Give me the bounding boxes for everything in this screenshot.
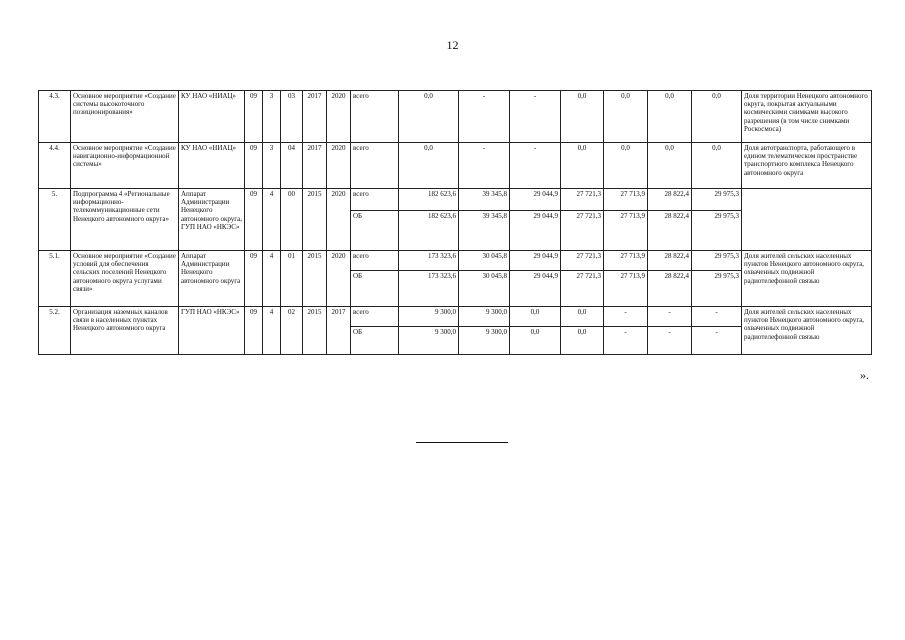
funding-source: всего [351, 143, 399, 189]
code-gp: 09 [245, 307, 263, 355]
year-end: 2020 [327, 143, 351, 189]
value-2015: 39 345,8 [459, 211, 510, 251]
value-2018: 27 713,9 [604, 189, 648, 211]
value-2015: 9 300,0 [459, 307, 510, 327]
year-end: 2020 [327, 251, 351, 307]
funding-source: всего [351, 189, 399, 211]
code-om: 03 [281, 91, 303, 143]
value-2018: 27 713,9 [604, 271, 648, 307]
event-name: Основное мероприятие «Создание условий для обеспечения сельских поселений Ненецкого автономного округа услугами связи» [71, 251, 179, 307]
value-2019: 28 822,4 [648, 251, 692, 271]
value-2016: - [510, 143, 561, 189]
code-pp: 3 [263, 91, 281, 143]
value-2016: 29 044,9 [510, 189, 561, 211]
value-2020: 29 975,3 [692, 271, 742, 307]
value-2017: 27 721,3 [561, 271, 604, 307]
value-2017: 0,0 [561, 307, 604, 327]
year-start: 2015 [303, 251, 327, 307]
value-2016: 29 044,9 [510, 251, 561, 271]
value-2016: 0,0 [510, 307, 561, 327]
value-total: 9 300,0 [399, 327, 459, 355]
value-2019: - [648, 307, 692, 327]
value-2015: - [459, 143, 510, 189]
value-2020: 0,0 [692, 143, 742, 189]
code-om: 04 [281, 143, 303, 189]
executor: Аппарат Администрации Ненецкого автономного округа [179, 251, 245, 307]
value-2015: 30 045,8 [459, 271, 510, 307]
row-number: 5. [39, 189, 71, 251]
value-total: 9 300,0 [399, 307, 459, 327]
value-2018: 27 713,9 [604, 211, 648, 251]
executor: КУ НАО «НИАЦ» [179, 91, 245, 143]
executor: ГУП НАО «НКЭС» [179, 307, 245, 355]
value-total: 182 623,6 [399, 211, 459, 251]
code-pp: 4 [263, 307, 281, 355]
value-2018: 0,0 [604, 143, 648, 189]
value-total: 173 323,6 [399, 251, 459, 271]
code-gp: 09 [245, 91, 263, 143]
value-2017: 0,0 [561, 327, 604, 355]
value-2015: - [459, 91, 510, 143]
value-2018: - [604, 327, 648, 355]
year-start: 2015 [303, 307, 327, 355]
value-2015: 30 045,8 [459, 251, 510, 271]
value-2017: 0,0 [561, 143, 604, 189]
funding-source: ОБ [351, 327, 399, 355]
year-start: 2017 [303, 143, 327, 189]
value-2015: 9 300,0 [459, 327, 510, 355]
table-row [39, 251, 872, 271]
value-2018: - [604, 307, 648, 327]
funding-source: всего [351, 307, 399, 327]
row-number: 5.1. [39, 251, 71, 307]
value-2016: 29 044,9 [510, 271, 561, 307]
value-2020: 29 975,3 [692, 211, 742, 251]
value-2017: 27 721,3 [561, 211, 604, 251]
code-om: 02 [281, 307, 303, 355]
value-2019: 28 822,4 [648, 271, 692, 307]
result-indicator: Доля автотранспорта, работающего в едином телематическом пространстве транспортного комплекса Ненецкого автономного округа [742, 143, 872, 189]
event-name: Основное мероприятие «Создание системы высокоточного позиционирования» [71, 91, 179, 143]
result-indicator: Доля территории Ненецкого автономного округа, покрытая актуальными космическими снимками высокого разрешения (в том числе снимками Роскосмоса) [742, 91, 872, 143]
value-2018: 27 713,9 [604, 251, 648, 271]
result-indicator: Доля жителей сельских населенных пунктов Ненецкого автономного округа, охваченных подвижной радиотелефонной связью [742, 251, 872, 307]
value-2017: 27 721,3 [561, 189, 604, 211]
year-end: 2020 [327, 91, 351, 143]
value-total: 0,0 [399, 91, 459, 143]
year-end: 2017 [327, 307, 351, 355]
code-pp: 4 [263, 251, 281, 307]
table-row [39, 307, 872, 327]
value-2017: 0,0 [561, 91, 604, 143]
value-2020: - [692, 327, 742, 355]
code-gp: 09 [245, 189, 263, 251]
code-gp: 09 [245, 143, 263, 189]
value-2017: 27 721,3 [561, 251, 604, 271]
result-indicator: Доля жителей сельских населенных пунктов Ненецкого автономного округа, охваченных подвижной радиотелефонной связью [742, 307, 872, 355]
executor: Аппарат Администрации Ненецкого автономного округа, ГУП НАО «НКЭС» [179, 189, 245, 251]
row-number: 4.3. [39, 91, 71, 143]
event-name: Организация наземных каналов связи в населенных пунктах Ненецкого автономного округа [71, 307, 179, 355]
value-2020: - [692, 307, 742, 327]
funding-source: всего [351, 91, 399, 143]
value-2019: 28 822,4 [648, 211, 692, 251]
value-total: 0,0 [399, 143, 459, 189]
value-total: 173 323,6 [399, 271, 459, 307]
code-pp: 4 [263, 189, 281, 251]
value-2016: 29 044,9 [510, 211, 561, 251]
value-2016: 0,0 [510, 327, 561, 355]
value-2016: - [510, 91, 561, 143]
closing-quote: ». [860, 368, 869, 382]
value-total: 182 623,6 [399, 189, 459, 211]
value-2020: 29 975,3 [692, 251, 742, 271]
funding-source: ОБ [351, 271, 399, 307]
year-start: 2015 [303, 189, 327, 251]
funding-source: ОБ [351, 211, 399, 251]
executor: КУ НАО «НИАЦ» [179, 143, 245, 189]
page-number: 12 [446, 38, 459, 52]
row-number: 4.4. [39, 143, 71, 189]
code-pp: 3 [263, 143, 281, 189]
separator-line [416, 442, 508, 443]
code-om: 01 [281, 251, 303, 307]
table-row [39, 91, 872, 143]
year-start: 2017 [303, 91, 327, 143]
value-2019: 0,0 [648, 143, 692, 189]
value-2020: 29 975,3 [692, 189, 742, 211]
code-gp: 09 [245, 251, 263, 307]
year-end: 2020 [327, 189, 351, 251]
event-name: Подпрограмма 4 «Региональные информационно-телекоммуникационные сети Ненецкого автономного округа» [71, 189, 179, 251]
result-indicator [742, 189, 872, 251]
value-2018: 0,0 [604, 91, 648, 143]
funding-source: всего [351, 251, 399, 271]
value-2019: 0,0 [648, 91, 692, 143]
value-2019: - [648, 327, 692, 355]
program-table [38, 90, 872, 355]
value-2019: 28 822,4 [648, 189, 692, 211]
code-om: 00 [281, 189, 303, 251]
event-name: Основное мероприятие «Создание навигационно-информационной системы» [71, 143, 179, 189]
table-row [39, 189, 872, 211]
value-2020: 0,0 [692, 91, 742, 143]
table-row [39, 143, 872, 189]
row-number: 5.2. [39, 307, 71, 355]
value-2015: 39 345,8 [459, 189, 510, 211]
